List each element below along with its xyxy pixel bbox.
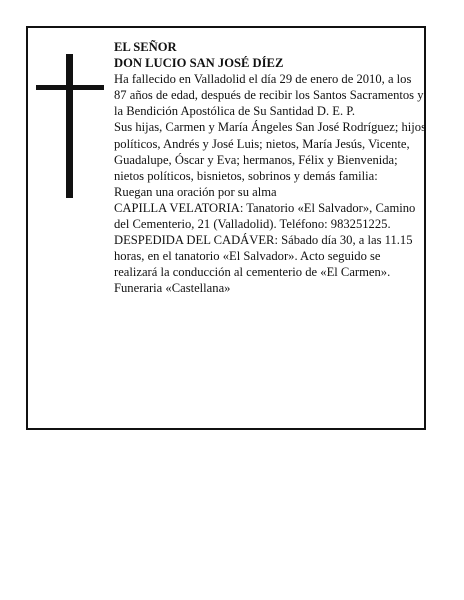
deceased-name: DON LUCIO SAN JOSÉ DÍEZ	[114, 56, 284, 71]
notice-heading-title: EL SEÑOR	[114, 40, 177, 54]
cross-horizontal-bar	[36, 85, 104, 90]
obituary-notice	[26, 26, 426, 430]
farewell-info: DESPEDIDA DEL CADÁVER: Sábado día 30, a las 11.15 horas, en el tanatorio «El Salvador». Acto seguido se realizará la conducción al cementerio de «El Carmen».	[114, 233, 413, 280]
cross-vertical-bar	[66, 54, 73, 198]
cross-icon	[36, 54, 104, 198]
family-list: Sus hijas, Carmen y María Ángeles San José Rodríguez; hijos políticos, Andrés y José Luis; nietos, María Jesús, Vicente, Guadalupe, Óscar y Eva; hermanos, Félix y Bienvenida; nietos políticos, bisnietos, sobrinos y demás familia:	[114, 120, 427, 183]
death-announcement: Ha fallecido en Valladolid el día 29 de enero de 2010, a los 87 años de edad, después de recibir los Santos Sacramentos y la Bendición Apostólica de Su Santidad D. E. P.	[114, 72, 424, 119]
notice-text-block	[114, 39, 426, 297]
funeral-home: Funeraria «Castellana»	[114, 281, 231, 296]
chapel-info: CAPILLA VELATORIA: Tanatorio «El Salvador», Camino del Cementerio, 21 (Valladolid). Teléfono: 983251225.	[114, 200, 416, 232]
prayer-request: Ruegan una oración por su alma	[114, 184, 277, 199]
